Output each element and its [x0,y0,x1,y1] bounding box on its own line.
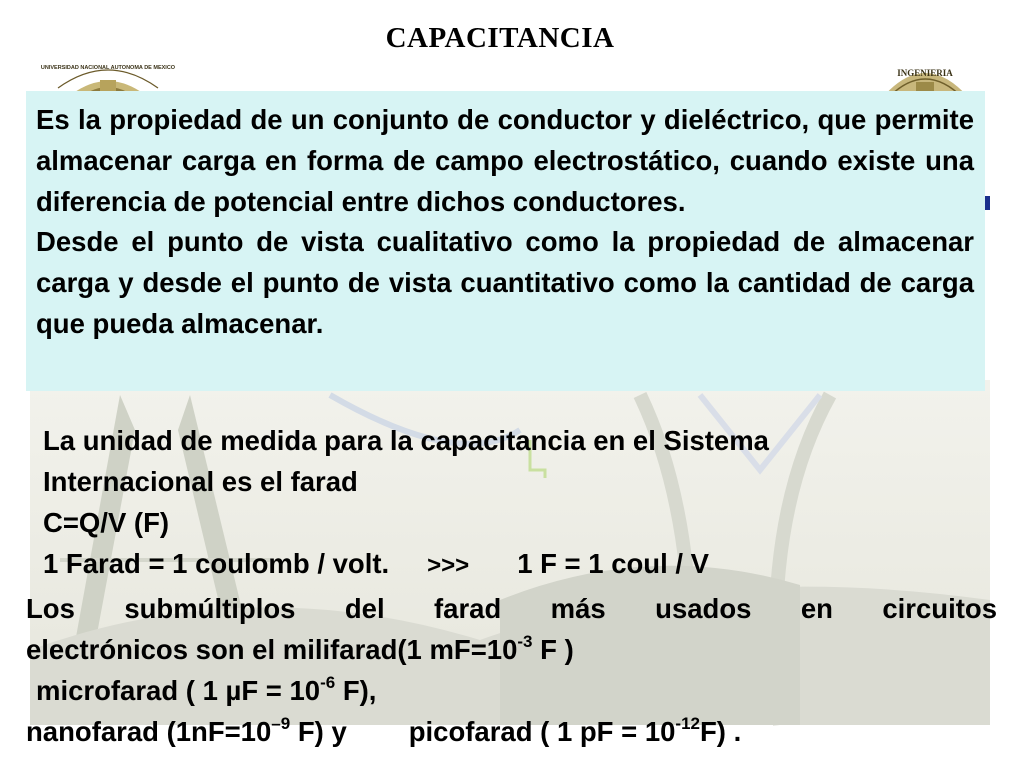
svg-text:UNIVERSIDAD NACIONAL AUTONOMA: UNIVERSIDAD NACIONAL AUTONOMA DE MEXICO [40,65,176,71]
microfarad-line [26,670,997,711]
unit-line-2: Internacional es el farad [43,466,358,497]
milifarad-text: electrónicos son el milifarad(1 mF=10 [26,634,518,665]
submultiples-block [26,588,997,752]
nano-pico-line [26,711,997,752]
milifarad-unit: F ) [532,634,574,665]
farad-equivalence-right: 1 F = 1 coul / V [517,548,709,579]
unit-line-1: La unidad de medida para la capacitancia en el Sistema [43,425,769,456]
capacitance-formula: C=Q/V (F) [43,507,170,538]
picofarad-exponent: -12 [675,714,700,733]
nanofarad-text: nanofarad (1nF=10 [26,716,272,747]
milifarad-exponent: -3 [517,632,533,651]
nanofarad-exponent: –9 [271,714,291,733]
slide-title: CAPACITANCIA [385,22,615,54]
microfarad-exponent: -6 [320,673,336,692]
svg-text:INGENIERIA: INGENIERIA [897,68,953,78]
definition-paragraph-1: Es la propiedad de un conjunto de conductor y dieléctrico, que permite almacenar carga en forma de campo electrostático, cuando existe una diferencia de potencial entre dichos conductores. [36,104,974,217]
submultiples-line-1: Los submúltiplos del farad más usados en circuitos [26,593,997,624]
farad-equivalence [43,543,1003,586]
milifarad-line [26,629,997,670]
picofarad-text: picofarad ( 1 pF = 10 [408,716,676,747]
microfarad-text: microfarad ( 1 µF = 10 [36,675,321,706]
farad-equivalence-left: 1 Farad = 1 coulomb / volt. [43,548,390,579]
picofarad-unit: F) . [700,716,742,747]
microfarad-unit: F), [335,675,377,706]
definition-paragraph-2: Desde el punto de vista cualitativo como la propiedad de almacenar carga y desde el punto de vista cuantitativo como la cantidad de carga que pueda almacenar. [36,226,974,339]
definition-box [26,91,985,391]
nanofarad-unit: F) y [290,716,347,747]
unit-block [43,420,1003,586]
arrow-symbol: >>> [427,552,470,579]
